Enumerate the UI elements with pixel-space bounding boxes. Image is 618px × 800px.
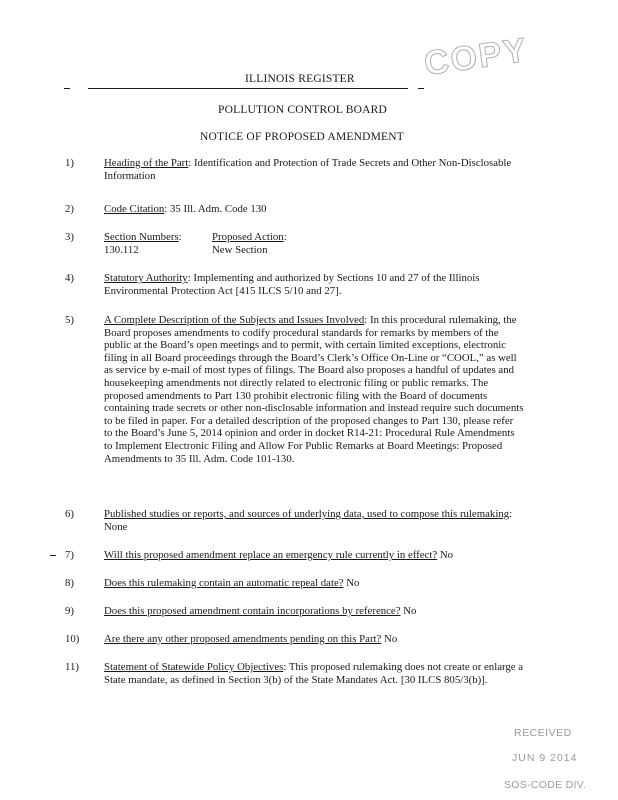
item-number: 11) bbox=[65, 661, 79, 673]
item-label: Will this proposed amendment replace an emergency rule currently in effect? bbox=[104, 549, 438, 561]
item-code-citation bbox=[104, 203, 524, 216]
copy-stamp: COPY bbox=[421, 30, 531, 84]
register-title: ILLINOIS REGISTER bbox=[245, 73, 355, 85]
notice-title: NOTICE OF PROPOSED AMENDMENT bbox=[200, 131, 404, 143]
item-text: : This proposed rulemaking does not create or enlarge a State mandate, as defined in Section 3(b) of the State Mandates Act. [30 ILCS 805/3(b)]. bbox=[104, 661, 524, 686]
item-number: 4) bbox=[65, 272, 74, 284]
left-mark bbox=[64, 88, 70, 89]
item-text: : In this procedural rulemaking, the Board proposes amendments to codify procedural standards for remarks by members of the public at the Board’s open meetings and to permit, with certain limited exceptions, electronic filing in all Board proceedings through the Board’s Clerk’s Office On-Line or “COOL,” as well as service by e-mail of most types of filings. The Board also proposes a handful of updates and housekeeping amendments not directly related to electronic filing or public remarks. The proposed amendments to Part 130 prohibit electronic filing with the Board of documents containing trade secrets or other non-disclosable information and instead require such documents to be filed in paper. For a detailed description of the proposed changes to Part 130, please refer to the Board’s June 5, 2014 opinion and order in docket R14-21: Procedural Rule Amendments to Implement Electronic Filing and Allow For Public Remarks at Board Meetings: Proposed Amendments to 35 Ill. Adm. Code 101-130. bbox=[104, 314, 524, 465]
section-number-value: 130.112 bbox=[104, 244, 139, 256]
item-text: : Implementing and authorized by Sections 10 and 27 of the Illinois Environmental Protection Act [415 ILCS 5/10 and 27]. bbox=[104, 272, 480, 297]
item-text: No bbox=[437, 549, 454, 561]
item-label: Are there any other proposed amendments pending on this Part? bbox=[104, 633, 382, 645]
item-text: : None bbox=[104, 508, 513, 533]
item-number: 1) bbox=[65, 157, 74, 169]
proposed-action-value: New Section bbox=[212, 244, 268, 256]
item-published-studies bbox=[104, 508, 524, 533]
item-text: : 35 Ill. Adm. Code 130 bbox=[164, 203, 267, 215]
item-number: 8) bbox=[65, 577, 74, 589]
item-statutory-authority bbox=[104, 272, 524, 297]
item-text: No bbox=[343, 577, 360, 589]
item-heading-of-part bbox=[104, 157, 524, 182]
item-incorporations bbox=[104, 605, 524, 618]
item-number: 3) bbox=[65, 231, 74, 243]
item-label: Does this rulemaking contain an automatic repeal date? bbox=[104, 577, 344, 589]
item-label: A Complete Description of the Subjects and Issues Involved bbox=[104, 314, 365, 326]
item-label: Code Citation bbox=[104, 203, 165, 215]
item-label: Statement of Statewide Policy Objectives bbox=[104, 661, 284, 673]
item-description bbox=[104, 314, 524, 465]
section-numbers-label: Section Numbers: bbox=[104, 231, 182, 243]
item-number: 9) bbox=[65, 605, 74, 617]
received-stamp-date: JUN 9 2014 bbox=[512, 752, 578, 764]
received-stamp-division: SOS-CODE DIV. bbox=[504, 779, 587, 791]
item-number: 7) bbox=[65, 549, 74, 561]
item-text: No bbox=[400, 605, 417, 617]
item-label: Heading of the Part bbox=[104, 157, 189, 169]
item-number: 2) bbox=[65, 203, 74, 215]
item-label: Statutory Authority bbox=[104, 272, 188, 284]
proposed-action-label: Proposed Action: bbox=[212, 231, 287, 243]
board-title: POLLUTION CONTROL BOARD bbox=[218, 104, 388, 116]
item-label: Does this proposed amendment contain incorporations by reference? bbox=[104, 605, 401, 617]
item-pending-amendments bbox=[104, 633, 524, 646]
received-stamp-line1: RECEIVED bbox=[514, 727, 572, 739]
item-text: No bbox=[381, 633, 398, 645]
item-number: 5) bbox=[65, 314, 74, 326]
margin-mark bbox=[50, 555, 56, 556]
item-number: 6) bbox=[65, 508, 74, 520]
right-mark bbox=[418, 88, 424, 89]
item-repeal-date bbox=[104, 577, 524, 590]
item-label: Published studies or reports, and sources of underlying data, used to compose this rulemaking bbox=[104, 508, 510, 520]
item-text: : Identification and Protection of Trade Secrets and Other Non-Disclosable Information bbox=[104, 157, 512, 182]
item-policy-objectives bbox=[104, 661, 524, 686]
item-number: 10) bbox=[65, 633, 80, 645]
item-emergency-rule bbox=[104, 549, 524, 562]
header-rule bbox=[88, 88, 408, 89]
